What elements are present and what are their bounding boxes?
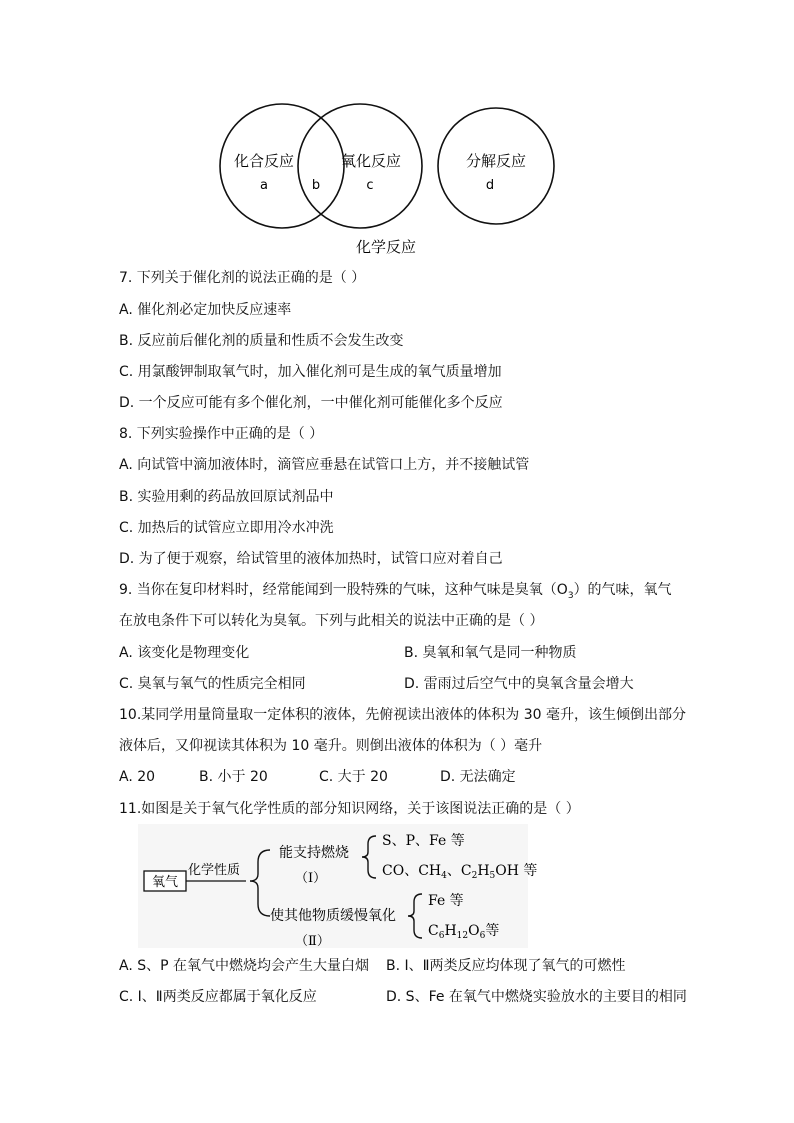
b2i2-sub1: 6 — [438, 931, 445, 941]
q10-option-c: C. 大于 20 — [319, 769, 388, 785]
q8-stem: 8. 下列实验操作中正确的是（ ） — [119, 426, 324, 442]
q9-ozone-subscript: 3 — [567, 590, 574, 601]
letter-a: a — [260, 178, 268, 193]
label-decomposition: 分解反应 — [465, 152, 527, 170]
venn-diagram — [0, 0, 794, 260]
branch1-tag: （Ⅰ） — [295, 871, 327, 886]
b2i2-sub5: 6 — [479, 931, 486, 941]
q9-stem-line2: 在放电条件下可以转化为臭氧。下列与此相关的说法中正确的是（ ） — [119, 613, 544, 629]
oxygen-knowledge-network — [138, 824, 538, 949]
b2i2-p6: 等 — [485, 923, 500, 939]
q11-option-b: B. Ⅰ、Ⅱ两类反应均体现了氧气的可燃性 — [386, 958, 626, 974]
q7-option-c: C. 用氯酸钾制取氧气时，加入催化剂可是生成的氧气质量增加 — [119, 364, 502, 380]
q9-option-a: A. 该变化是物理变化 — [119, 645, 250, 661]
b1i2-sub1: 4 — [441, 871, 447, 881]
label-oxidation: 氧化反应 — [340, 152, 402, 170]
letter-b: b — [311, 178, 321, 193]
q9-stem-line1 — [119, 580, 672, 600]
q11-option-a: A. S、P 在氧气中燃烧均会产生大量白烟 — [119, 958, 370, 974]
label-combination: 化合反应 — [233, 152, 295, 170]
b1i2-p2: 、C — [446, 863, 472, 879]
q8-option-c: C. 加热后的试管应立即用冷水冲洗 — [119, 520, 334, 536]
branch2-label: 使其他物质缓慢氧化 — [270, 908, 396, 924]
branch1-label: 能支持燃烧 — [279, 845, 349, 861]
q10-option-a: A. 20 — [119, 769, 156, 785]
q8-option-d: D. 为了便于观察，给试管里的液体加热时，试管口应对着自己 — [119, 551, 503, 567]
q11-option-d: D. S、Fe 在氧气中燃烧实验放水的主要目的相同 — [386, 989, 687, 1005]
q10-option-b: B. 小于 20 — [199, 769, 268, 785]
letter-d: d — [485, 178, 495, 193]
b1i2-p4: H — [477, 863, 490, 879]
q10-option-d: D. 无法确定 — [440, 769, 516, 785]
b1i2-p6: OH 等 — [495, 863, 538, 879]
q9-option-b: B. 臭氧和氧气是同一种物质 — [404, 645, 577, 661]
b2i2-p0: C — [428, 923, 439, 939]
branch1-item1: S、P、Fe 等 — [382, 833, 465, 849]
b2i2-sub3: 12 — [456, 931, 469, 941]
oxygen-label: 氧气 — [151, 875, 179, 890]
q9-option-c: C. 臭氧与氧气的性质完全相同 — [119, 676, 306, 692]
branch2-item1: Fe 等 — [428, 893, 464, 909]
q9-option-d: D. 雷雨过后空气中的臭氧含量会增大 — [404, 676, 634, 692]
branch2-tag: （Ⅱ） — [295, 934, 330, 949]
q8-option-a: A. 向试管中滴加液体时，滴管应垂悬在试管口上方，并不接触试管 — [119, 457, 530, 473]
b2i2-p4: O — [468, 923, 480, 939]
q10-stem-line2: 液体后，又仰视读其体积为 10 毫升。则倒出液体的体积为（ ）毫升 — [119, 738, 543, 754]
q9-stem-part1: 9. 当你在复印材料时，经常能闻到一股特殊的气味，这种气味是臭氧（O — [119, 582, 568, 598]
q7-option-b: B. 反应前后催化剂的质量和性质不会发生改变 — [119, 333, 404, 349]
venn-caption: 化学反应 — [355, 238, 417, 256]
q11-option-c: C. Ⅰ、Ⅱ两类反应都属于氧化反应 — [119, 989, 317, 1005]
q11-stem: 11.如图是关于氧气化学性质的部分知识网络，关于该图说法正确的是（ ） — [119, 801, 580, 817]
branch1-item2 — [382, 863, 537, 881]
q10-stem-line1: 10.某同学用量筒量取一定体积的液体，先俯视读出液体的体积为 30 毫升，该生倾倒出部分 — [119, 707, 686, 723]
q7-option-a: A. 催化剂必定加快反应速率 — [119, 302, 292, 318]
b2i2-p2: H — [444, 923, 457, 939]
q8-option-b: B. 实验用剩的药品放回原试剂品中 — [119, 489, 334, 505]
chemical-property-label: 化学性质 — [187, 863, 241, 878]
letter-c: c — [366, 178, 374, 193]
b1i2-sub3: 2 — [471, 871, 478, 881]
b1i2-sub5: 5 — [489, 871, 496, 881]
q9-stem-part2: ）的气味，氧气 — [573, 582, 672, 598]
q7-stem: 7. 下列关于催化剂的说法正确的是（ ） — [119, 270, 366, 286]
q7-option-d: D. 一个反应可能有多个催化剂，一中催化剂可能催化多个反应 — [119, 395, 503, 411]
b1i2-p0: CO、CH — [382, 863, 442, 879]
